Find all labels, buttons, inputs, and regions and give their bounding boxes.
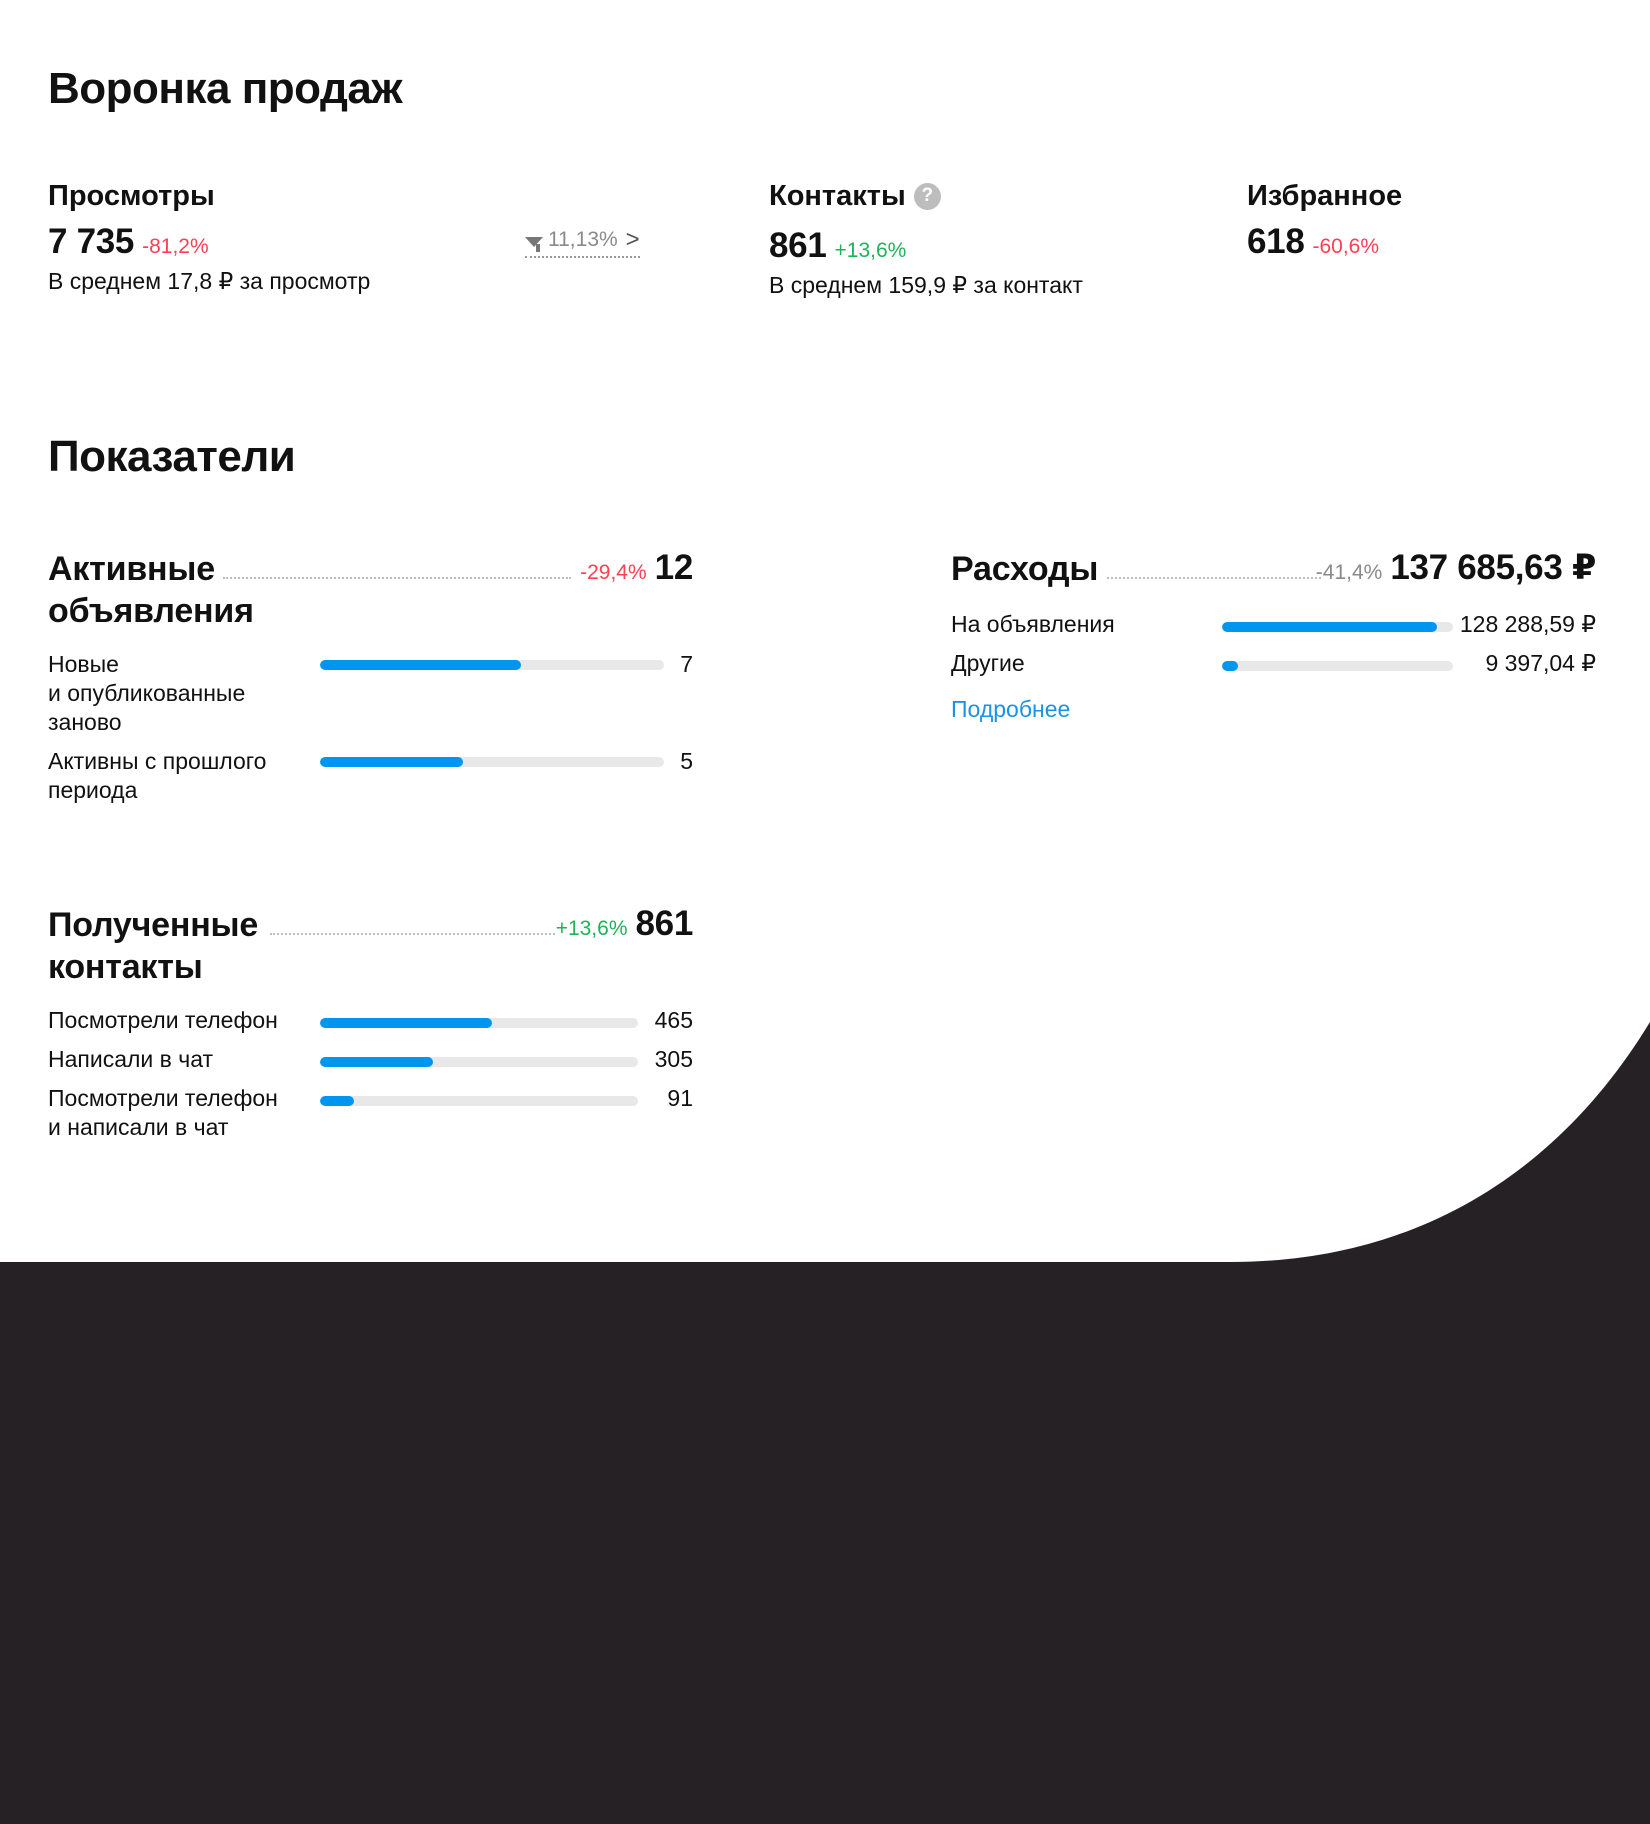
- dotted-leader: [1107, 577, 1321, 579]
- conversion-value: 11,13%: [548, 228, 618, 251]
- expenses-delta: -41,4%: [1315, 561, 1383, 584]
- bar-value: 7: [680, 651, 693, 677]
- received-contacts-header: [48, 904, 693, 988]
- views-value: 7 735: [48, 222, 135, 261]
- views-label-text: Просмотры: [48, 179, 215, 212]
- bar-value: 9 397,04 ₽: [1485, 650, 1596, 676]
- received-contacts-total-value: 861: [635, 904, 693, 943]
- bar-fill: [320, 1018, 492, 1028]
- metric-contacts-label: [769, 178, 1083, 214]
- bar-label: Посмотрели телефон: [48, 1007, 278, 1033]
- bar-row: [48, 1084, 693, 1144]
- indicators-title: Показатели: [48, 432, 296, 481]
- metric-favorites: [1247, 178, 1402, 262]
- contacts-average: В среднем 159,9 ₽ за контакт: [769, 272, 1083, 298]
- bar-value: 305: [654, 1046, 693, 1072]
- received-contacts-title-line2: контакты: [48, 948, 203, 986]
- received-contacts-title: [48, 904, 258, 988]
- bar-row: [951, 610, 1596, 642]
- received-contacts-total: [556, 904, 693, 944]
- metric-favorites-row: [1247, 222, 1402, 262]
- bar-track: [1222, 622, 1453, 632]
- favorites-label-text: Избранное: [1247, 179, 1403, 212]
- bar-track: [320, 660, 664, 670]
- active-ads-total-value: 12: [654, 548, 693, 587]
- favorites-value: 618: [1247, 222, 1305, 261]
- bar-value: 128 288,59 ₽: [1459, 611, 1596, 637]
- active-ads-total: [580, 548, 693, 588]
- filter-icon-stem: [536, 244, 540, 252]
- bar-fill: [320, 1096, 354, 1106]
- bar-row: [48, 650, 693, 740]
- expenses-block: [951, 548, 1596, 728]
- bar-track: [1222, 661, 1453, 671]
- bar-row: [48, 1006, 693, 1038]
- active-ads-title-line2: объявления: [48, 592, 254, 630]
- bar-label: Посмотрели телефон и написали в чат: [48, 1085, 278, 1140]
- metric-favorites-label: [1247, 178, 1402, 214]
- bar-track: [320, 757, 664, 767]
- bar-label: Другие: [951, 650, 1025, 676]
- contacts-delta: +13,6%: [834, 239, 907, 262]
- chevron-right-icon: >: [625, 226, 640, 253]
- bar-fill: [320, 660, 521, 670]
- bar-fill: [320, 1057, 433, 1067]
- conversion-link[interactable]: [525, 226, 640, 258]
- active-ads-title: [48, 548, 254, 632]
- favorites-delta: -60,6%: [1312, 235, 1380, 258]
- contacts-label-text: Контакты: [769, 179, 906, 212]
- bar-label: Новые и опубликованные заново: [48, 651, 246, 735]
- help-icon[interactable]: ?: [914, 183, 941, 210]
- metric-views-row: [48, 222, 370, 262]
- expenses-title: Расходы: [951, 550, 1099, 588]
- bar-row: [951, 649, 1596, 681]
- more-details-link[interactable]: Подробнее: [951, 696, 1071, 722]
- bar-label: Написали в чат: [48, 1046, 214, 1072]
- bar-fill: [320, 757, 463, 767]
- metric-views-label: [48, 178, 370, 214]
- expenses-total: [1316, 548, 1596, 588]
- bar-value: 91: [667, 1085, 693, 1111]
- bar-row: [48, 747, 693, 807]
- bar-fill: [1222, 622, 1437, 632]
- views-delta: -81,2%: [142, 235, 209, 258]
- bar-label: На объявления: [951, 611, 1115, 637]
- metric-contacts: [769, 178, 1083, 299]
- expenses-header: [951, 548, 1596, 608]
- bar-label: Активны с прошлого периода: [48, 748, 267, 803]
- active-ads-title-line1: Активные: [48, 550, 215, 588]
- active-ads-block: [48, 548, 693, 808]
- filter-icon: [525, 237, 543, 247]
- expenses-total-value: 137 685,63 ₽: [1390, 548, 1596, 587]
- bar-track: [320, 1018, 638, 1028]
- received-contacts-block: [48, 904, 693, 1144]
- bar-track: [320, 1057, 638, 1067]
- bar-value: 5: [680, 748, 693, 774]
- metric-contacts-row: [769, 226, 1083, 266]
- bar-value: 465: [654, 1007, 693, 1033]
- contacts-value: 861: [769, 226, 827, 265]
- received-contacts-title-line1: Полученные: [48, 906, 259, 944]
- active-ads-header: [48, 548, 693, 632]
- dotted-leader: [223, 577, 571, 579]
- views-average: В среднем 17,8 ₽ за просмотр: [48, 268, 371, 294]
- active-ads-delta: -29,4%: [580, 561, 647, 584]
- metric-views: [48, 178, 370, 295]
- funnel-title: Воронка продаж: [48, 64, 403, 113]
- bar-row: [48, 1045, 693, 1077]
- dotted-leader: [270, 933, 555, 935]
- received-contacts-delta: +13,6%: [555, 917, 628, 940]
- bar-track: [320, 1096, 638, 1106]
- bar-fill: [1222, 661, 1238, 671]
